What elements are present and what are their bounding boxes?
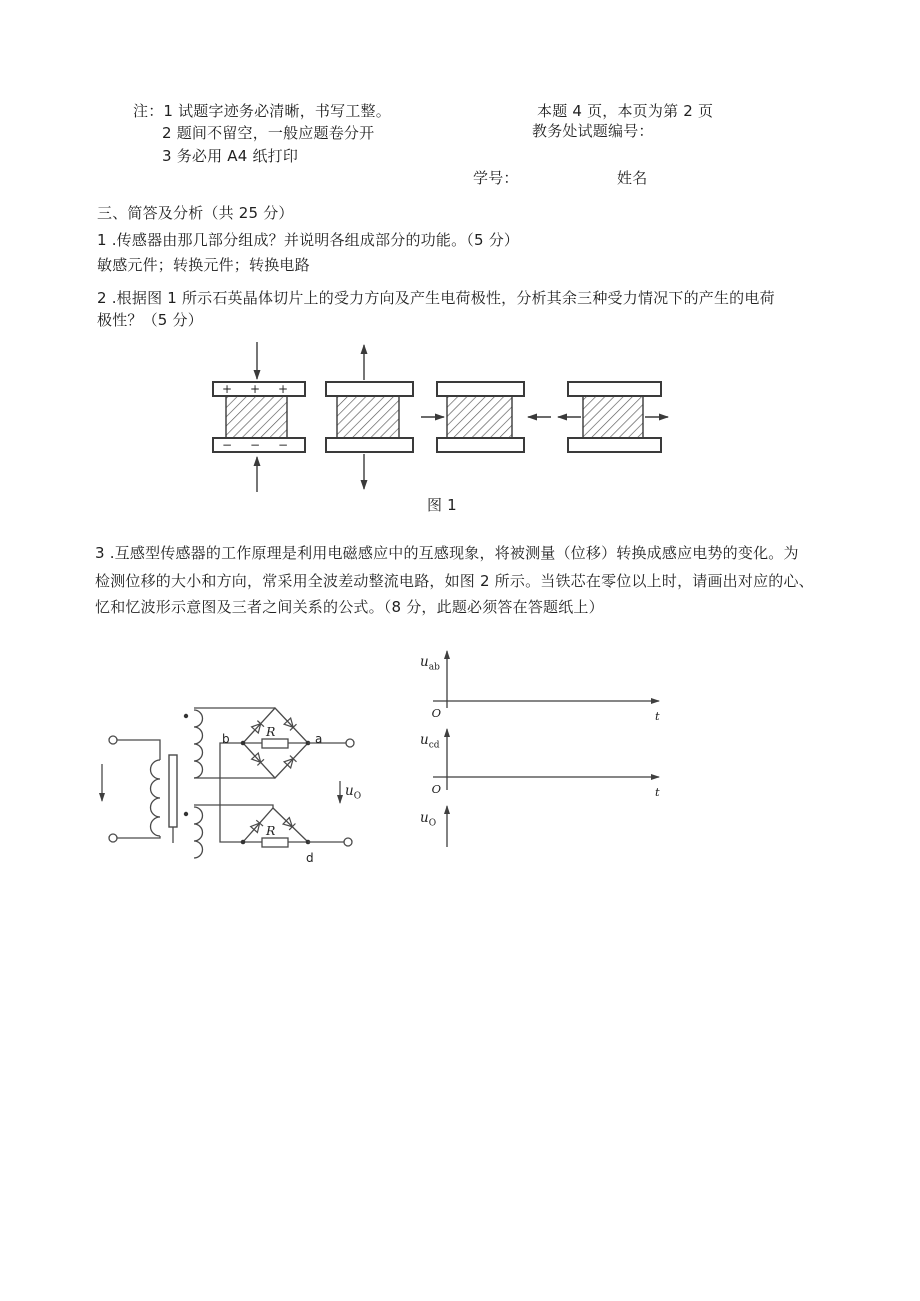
axis1-origin-label: O: [431, 706, 441, 720]
note-line-3: 3 务必用 A4 纸打印: [162, 147, 299, 165]
axis1-xlabel: t: [655, 709, 660, 723]
secondary-coil-bottom: [194, 807, 203, 858]
note-line-1: 注：1 试题字迹务必清晰，书写工整。: [133, 102, 391, 120]
terminal-icon: [344, 838, 352, 846]
question-2-line-1: 2 .根据图 1 所示石英晶体切片上的受力方向及产生电荷极性，分析其余三种受力情况下的产生的电荷: [97, 289, 775, 307]
crystal-unit-vertical-tension: [326, 345, 413, 489]
answer-1: 敏感元件；转换元件；转换电路: [97, 256, 310, 274]
polarity-dot-icon: [184, 812, 188, 816]
diode-bridge-bottom: [243, 808, 308, 842]
minus-charge-label: −: [277, 438, 289, 452]
secondary-coil-top: [194, 710, 203, 778]
minus-charge-label: −: [221, 438, 233, 452]
transformer-core: [169, 755, 177, 827]
question-3-line-1: 3 .互感型传感器的工作原理是利用电磁感应中的互感现象，将被测量（位移）转换成感应电势的变化。为: [95, 544, 799, 562]
crystal-unit-compression: [213, 342, 305, 492]
question-2-line-2: 极性？（5 分）: [97, 311, 203, 329]
question-3-line-2: 检测位移的大小和方向，常采用全波差动整流电路，如图 2 所示。当铁芯在零位以上时，请画出对应的心、: [95, 572, 814, 590]
axis2-ylabel: $u_{cd}$: [420, 732, 440, 751]
axis1-ylabel: $u_{ab}$: [420, 654, 440, 673]
plus-charge-label: +: [277, 382, 289, 396]
node-b-dot-icon: [241, 741, 246, 746]
polarity-dot-icon: [184, 714, 188, 718]
name-label: 姓名: [617, 169, 648, 187]
axis2-origin-label: O: [431, 782, 441, 796]
section-title: 三、简答及分析（共 25 分）: [97, 204, 294, 222]
resistor-top-label: R: [266, 724, 276, 739]
figure1-crystal-diagram: [185, 338, 685, 513]
output-voltage-label: $u_O$: [345, 783, 362, 802]
node-b-label: b: [222, 732, 230, 746]
terminal-icon: [346, 739, 354, 747]
note-line-2: 2 题间不留空，一般应题卷分开: [162, 124, 375, 142]
plus-charge-label: +: [249, 382, 261, 396]
student-id-label: 学号：: [473, 169, 519, 187]
resistor-bottom-label: R: [266, 823, 276, 838]
exam-number-label: 教务处试题编号：: [532, 122, 654, 140]
terminal-icon: [109, 736, 117, 744]
crystal-unit-horizontal-tension: [558, 382, 668, 452]
crystal-unit-horizontal-compression: [421, 382, 551, 452]
question-3-line-3: 忆和忆波形示意图及三者之间关系的公式。（8 分，此题必须答在答题纸上）: [95, 598, 604, 616]
node-dot-icon: [241, 840, 246, 845]
node-a-label: a: [315, 732, 323, 746]
axis2-xlabel: t: [655, 785, 660, 799]
axis3-ylabel: $u_O$: [420, 810, 437, 829]
resistor-top: [262, 739, 288, 748]
node-d-label: d: [306, 851, 314, 865]
figure1-caption: 图 1: [427, 496, 457, 514]
primary-coil: [151, 760, 161, 836]
terminal-icon: [109, 834, 117, 842]
question-1: 1 .传感器由那几部分组成？并说明各组成部分的功能。（5 分）: [97, 231, 520, 249]
figure2-circuit-diagram: [95, 640, 675, 868]
minus-charge-label: −: [249, 438, 261, 452]
pages-info: 本题 4 页，本页为第 2 页: [537, 102, 714, 120]
plus-charge-label: +: [221, 382, 233, 396]
resistor-bottom: [262, 838, 288, 847]
